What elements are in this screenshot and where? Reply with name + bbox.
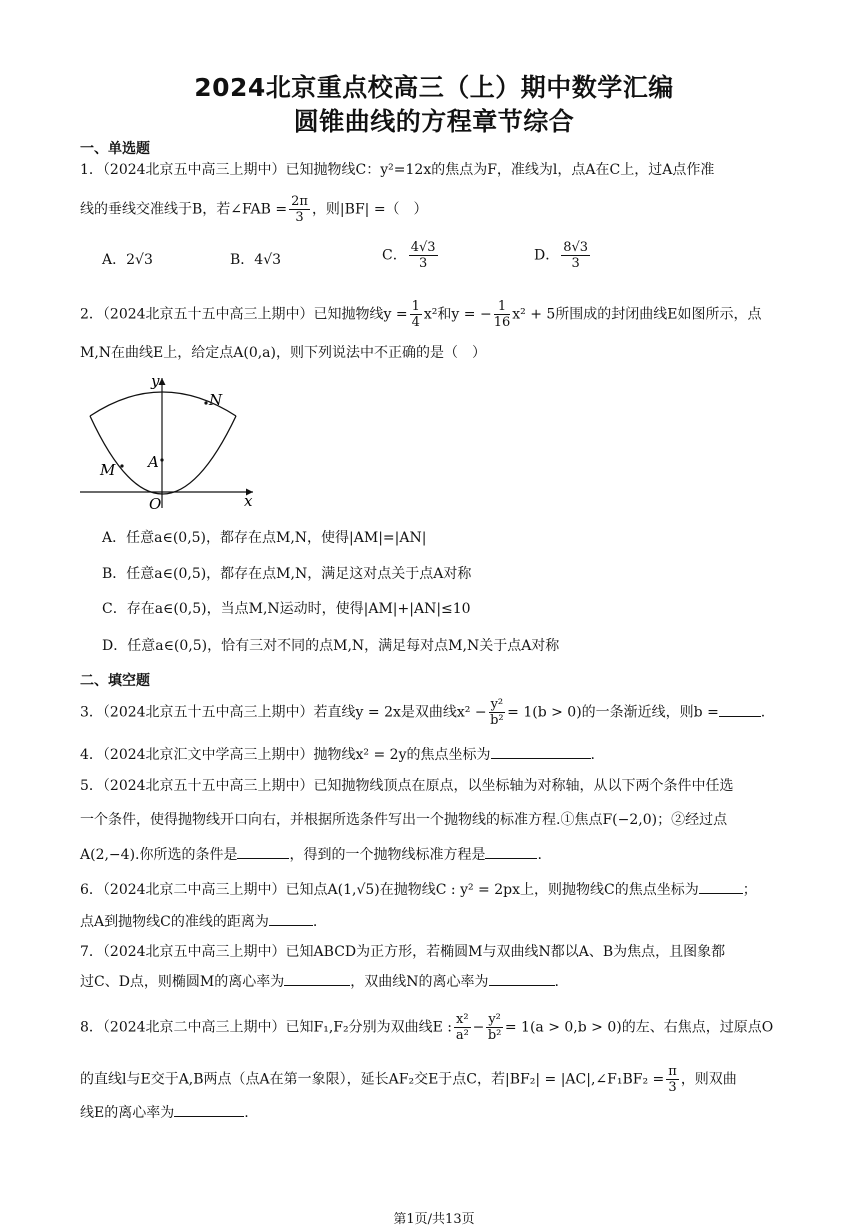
q1-line2 xyxy=(80,194,792,225)
q1-option-d-label: D． xyxy=(534,247,560,264)
q1-optc-den: 3 xyxy=(418,256,428,271)
q1-option-c-label: C． xyxy=(382,247,407,264)
q8-line3 xyxy=(80,1103,792,1123)
q2-f2-den: 16 xyxy=(493,315,511,330)
q3-text-b: = 1(b > 0)的一条渐近线，则b = xyxy=(507,704,719,721)
q3-frac xyxy=(489,697,506,728)
q2-option-d: D．任意a∈(0,5)，恰有三对不同的点M,N，满足每对点M,N关于点A对称 xyxy=(102,638,560,654)
label-m: M xyxy=(100,461,116,479)
q5-line1: 5．（2024北京五十五中高三上期中）已知抛物线顶点在原点，以坐标轴为对称轴，从以下两个条件中任选 xyxy=(80,778,734,794)
point-m xyxy=(120,464,123,467)
q8-line1 xyxy=(80,1012,792,1043)
q5-text-a: A(2,−4).你所选的条件是 xyxy=(80,847,238,863)
q2-f1-den: 4 xyxy=(411,315,420,330)
q6-end: . xyxy=(312,914,318,930)
q5-condition-blank[interactable] xyxy=(237,846,289,859)
q2-line2: M,N在曲线E上，给定点A(0,a)，则下列说法中不正确的是（ ） xyxy=(80,345,486,361)
q8-text-a: 8．（2024北京二中高三上期中）已知F₁,F₂分别为双曲线E : xyxy=(80,1019,453,1036)
q1-line2-text-b: ，则|BF| =（ ） xyxy=(311,201,428,218)
q2-text-b: x²和y = − xyxy=(423,306,492,323)
q8-answer-blank[interactable] xyxy=(174,1104,244,1117)
q4-answer-blank[interactable] xyxy=(491,746,591,759)
q2-f2-num: 1 xyxy=(494,299,511,315)
label-a: A xyxy=(148,453,159,471)
q1-option-c xyxy=(382,240,440,271)
q2-text-a: 2．（2024北京五十五中高三上期中）已知抛物线y = xyxy=(80,306,408,323)
q3-line xyxy=(80,697,792,728)
q8-frac1 xyxy=(454,1012,471,1043)
q1-line1: 1．（2024北京五中高三上期中）已知抛物线C：y²=12x的焦点为F，准线为l，点A在C上，过A点作准 xyxy=(80,162,715,178)
q3-f-num: y² xyxy=(490,697,504,712)
q1-optc-num: 4√3 xyxy=(410,240,436,255)
q1-frac-den: 3 xyxy=(295,210,304,225)
section-single-choice: 一、单选题 xyxy=(80,141,150,157)
q8-text-b: = 1(a > 0,b > 0)的左、右焦点，过原点O xyxy=(504,1019,774,1036)
section-fill-in: 二、填空题 xyxy=(80,673,150,689)
q2-option-c: C．存在a∈(0,5)，当点M,N运动时，使得|AM|+|AN|≤10 xyxy=(102,601,471,617)
q3-f-den: b² xyxy=(490,713,504,728)
q7-end: . xyxy=(554,974,559,990)
q1-fraction xyxy=(289,194,310,225)
q3-text-a: 3．（2024北京五十五中高三上期中）若直线y = 2x是双曲线x² − xyxy=(80,704,487,721)
q2-option-a: A．任意a∈(0,5)，都存在点M,N，使得|AM|=|AN| xyxy=(102,530,427,546)
q7-hyperbola-blank[interactable] xyxy=(489,973,555,986)
q1-option-c-frac xyxy=(409,240,438,271)
q8-f2-num: y² xyxy=(488,1012,501,1027)
q5-line3 xyxy=(80,845,792,865)
page-title: 2024北京重点校高三（上）期中数学汇编 xyxy=(194,73,674,102)
q5-equation-blank[interactable] xyxy=(485,846,537,859)
q3-end: . xyxy=(760,704,766,721)
q8-f1-den: a² xyxy=(455,1028,469,1043)
q8-f3-num: π xyxy=(668,1064,677,1079)
q5-text-b: ，得到的一个抛物线标准方程是 xyxy=(289,847,486,863)
label-y: y xyxy=(151,372,160,390)
q6-line2 xyxy=(80,912,792,932)
label-n: N xyxy=(209,391,223,409)
label-x: x xyxy=(244,492,253,510)
q1-optd-den: 3 xyxy=(571,256,580,271)
q6-text-c: 点A到抛物线C的准线的距离为 xyxy=(80,914,269,930)
q6-distance-blank[interactable] xyxy=(269,913,313,926)
q8-frac2 xyxy=(486,1012,503,1043)
q1-optd-num: 8√3 xyxy=(563,240,589,255)
q2-f1-num: 1 xyxy=(411,299,420,314)
page-number: 第1页/共13页 xyxy=(393,1212,475,1227)
q8-f2-den: b² xyxy=(487,1028,502,1043)
q6-text-a: 6．（2024北京二中高三上期中）已知点A(1,√5)在抛物线C : y² = 2px上，则抛物线C的焦点坐标为 xyxy=(80,882,699,898)
q6-focus-blank[interactable] xyxy=(699,881,743,894)
q7-text-b: ，双曲线N的离心率为 xyxy=(350,974,489,990)
q7-text-a: 过C、D点，则椭圆M的离心率为 xyxy=(80,974,285,990)
q8-f1-num: x² xyxy=(456,1012,469,1027)
page-subtitle: 圆锥曲线的方程章节综合 xyxy=(293,107,575,136)
q2-frac1 xyxy=(410,299,422,330)
q1-option-a: A．2√3 xyxy=(102,252,153,268)
q7-line2 xyxy=(80,972,792,992)
q2-frac2 xyxy=(494,299,511,330)
q8-line2 xyxy=(80,1064,792,1095)
q7-line1: 7．（2024北京五中高三上期中）已知ABCD为正方形，若椭圆M与双曲线N都以A、B为焦点，且图象都 xyxy=(80,944,726,960)
q8-text-c: 的直线l与E交于A,B两点（点A在第一象限），延长AF₂交E于点C，若|BF₂| = |AC|,∠F₁BF₂ = xyxy=(80,1071,665,1088)
q8-text-e: 线E的离心率为 xyxy=(80,1105,175,1121)
q3-answer-blank[interactable] xyxy=(719,704,761,717)
q4-text: 4．（2024北京汇文中学高三上期中）抛物线x² = 2y的焦点坐标为 xyxy=(80,747,491,763)
q5-line2: 一个条件，使得抛物线开口向右，并根据所选条件写出一个抛物线的标准方程.①焦点F(−2,0)；②经过点 xyxy=(80,812,728,828)
q1-frac-num: 2π xyxy=(291,194,308,209)
q4-end: . xyxy=(590,747,595,763)
q1-option-b: B．4√3 xyxy=(230,252,282,268)
q2-line1 xyxy=(80,299,792,330)
q4-line xyxy=(80,745,792,765)
point-n xyxy=(204,401,207,404)
q8-minus: − xyxy=(472,1019,485,1036)
q1-line2-text-a: 线的垂线交准线于B，若∠FAB = xyxy=(80,201,288,218)
q1-option-d-frac xyxy=(561,240,590,271)
q8-frac3 xyxy=(666,1064,679,1095)
label-o: O xyxy=(149,495,162,512)
lower-parabola xyxy=(90,416,236,494)
q2-text-c: x² + 5所围成的封闭曲线E如图所示，点 xyxy=(512,306,762,323)
q2-figure xyxy=(78,372,263,512)
q6-line1 xyxy=(80,880,792,900)
point-a xyxy=(160,458,163,461)
q6-text-b: ； xyxy=(742,882,757,898)
q7-ellipse-blank[interactable] xyxy=(284,973,350,986)
q8-end: . xyxy=(244,1105,249,1121)
q1-option-d xyxy=(534,240,592,271)
q2-option-b: B．任意a∈(0,5)，都存在点M,N，满足这对点关于点A对称 xyxy=(102,566,472,582)
q8-text-d: ，则双曲 xyxy=(680,1071,737,1088)
q8-f3-den: 3 xyxy=(668,1080,677,1095)
q5-end: . xyxy=(537,847,542,863)
